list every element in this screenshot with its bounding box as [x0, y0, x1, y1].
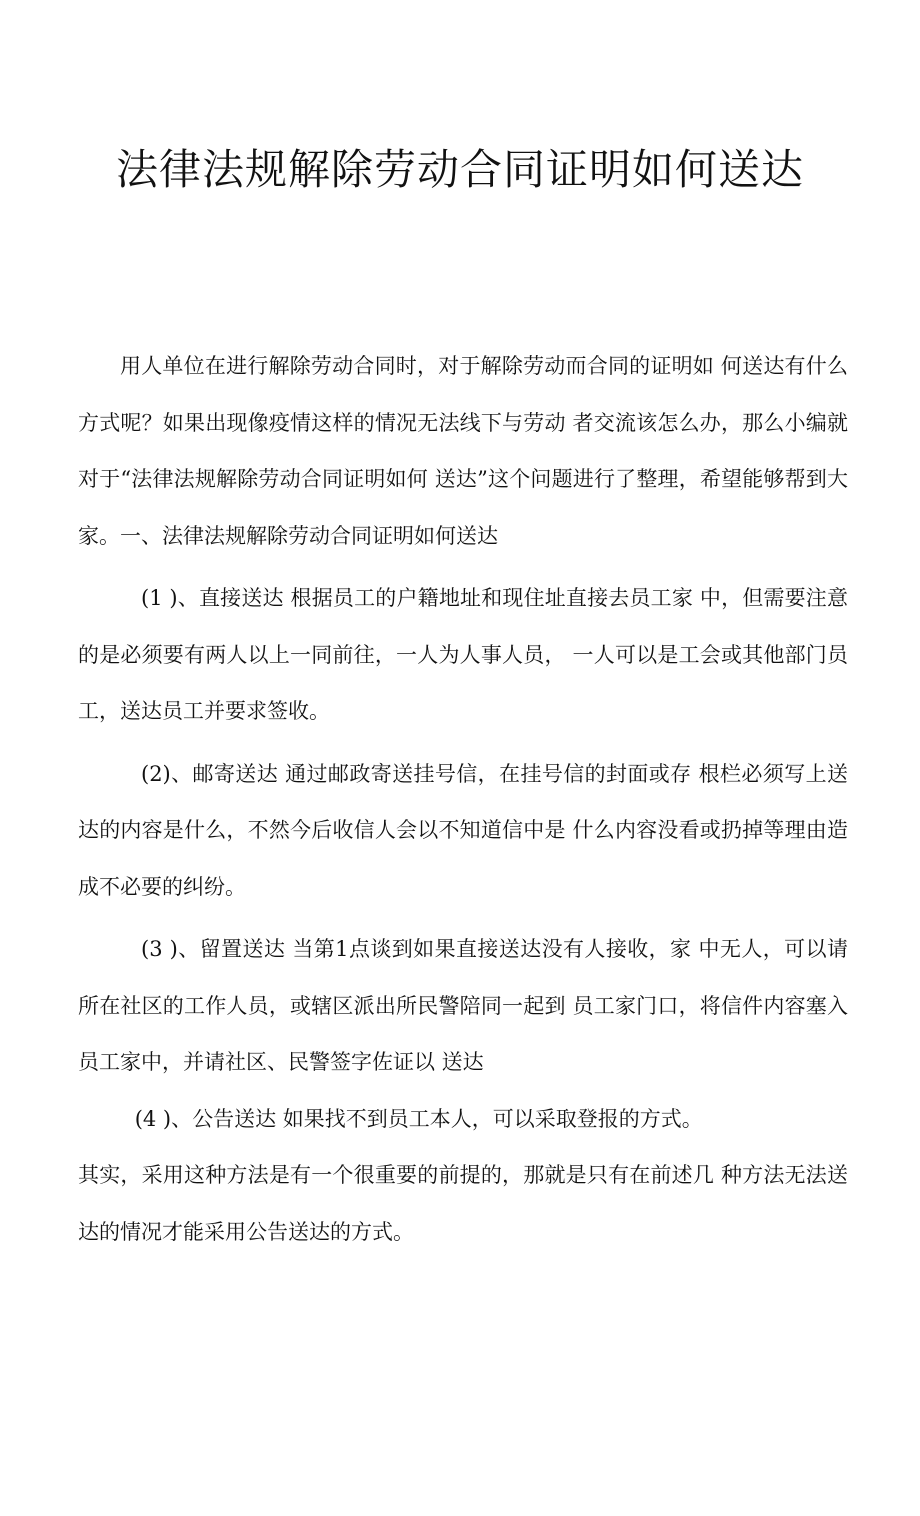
paragraph-mail-delivery: (2)、邮寄送达 通过邮政寄送挂号信，在挂号信的封面或存 根栏必须写上送达的内容是什么，不然今后收信人会以不知道信中是 什么内容没看或扔掉等理由造成不必要的纠纷。: [78, 761, 848, 899]
document-body: [78, 338, 848, 1260]
paragraph-direct-delivery: (1 )、直接送达 根据员工的户籍地址和现住址直接去员工家 中，但需要注意的是必须要有两人以上一同前往，一人为人事人员， 一人可以是工会或其他部门员工，送达员工并要求签收。: [78, 586, 848, 723]
paragraph-intro: 用人单位在进行解除劳动合同时，对于解除劳动而合同的证明如 何送达有什么方式呢？如果出现像疫情这样的情况无法线下与劳动 者交流该怎么办，那么小编就对于“法律法规解除劳动合同证明如何 送达”这个问题进行了整理，希望能够帮到大家。一、法律法规解除劳动合同证明如何送达: [78, 354, 848, 548]
paragraph-public-notice: (4 )、公告送达 如果找不到员工本人，可以采取登报的方式。: [134, 1106, 703, 1131]
paragraph-conclusion: 其实，采用这种方法是有一个很重要的前提的，那就是只有在前述几 种方法无法送达的情况才能采用公告送达的方式。: [78, 1163, 848, 1244]
paragraph-lien-delivery: (3 )、留置送达 当第1点谈到如果直接送达没有人接收，家 中无人，可以请所在社区的工作人员，或辖区派出所民警陪同一起到 员工家门口，将信件内容塞入员工家中，并请社区、民警签字佐证以 送达: [78, 937, 848, 1074]
document-title: 法律法规解除劳动合同证明如何送达: [115, 145, 804, 194]
